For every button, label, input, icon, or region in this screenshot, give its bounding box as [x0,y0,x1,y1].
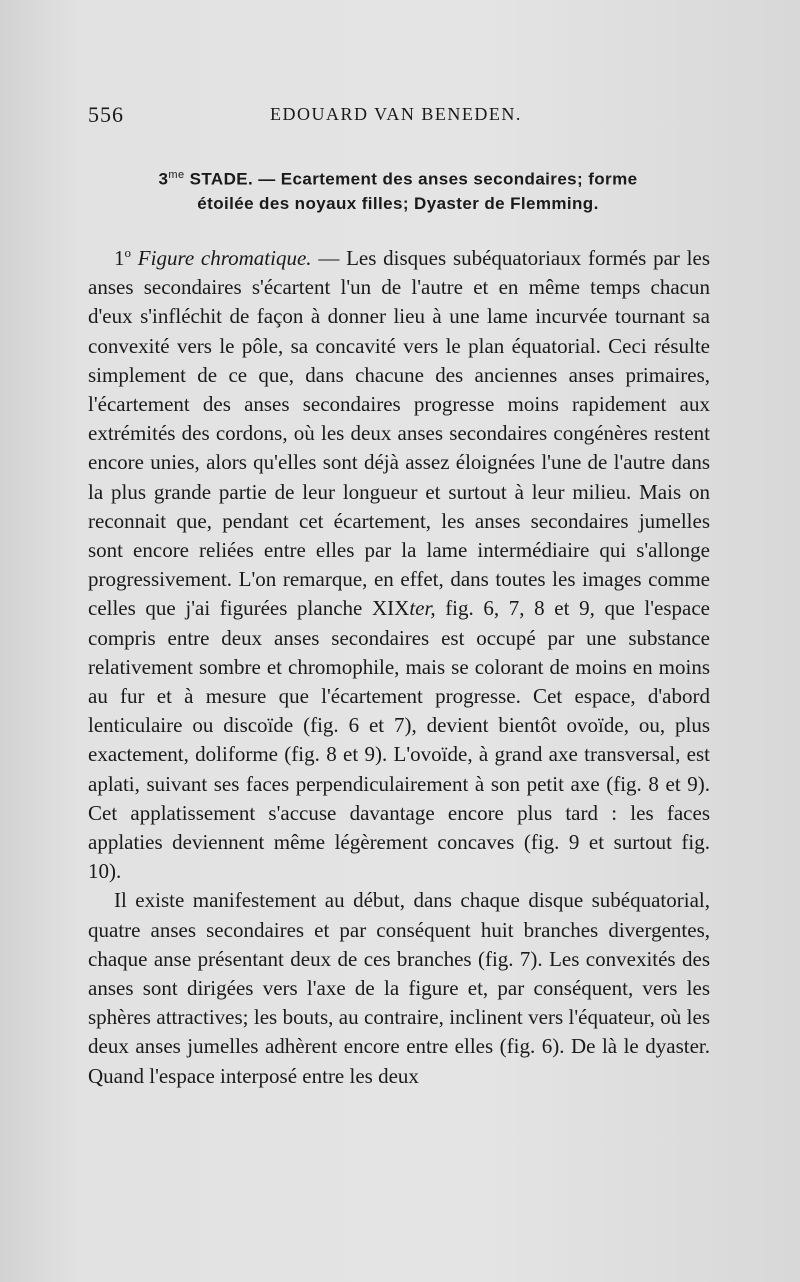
paragraph-1 [88,238,710,886]
plate-suffix: ter, [409,596,436,621]
section-ordinal-suffix: me [168,169,185,181]
running-head: EDOUARD VAN BENEDEN. [270,104,522,124]
paragraph-1-number-suffix: o [124,245,131,260]
section-ordinal: 3 [158,169,169,189]
paragraph-1-lead: Figure chromatique. [137,246,312,270]
paragraph-2: Il existe manifestement au début, dans chaque disque subéquatorial, quatre anses secondaires et par conséquent huit branches divergentes, chaque anse présentant deux de ces branches (fig. 7). Les convexités des anses sont dirigées vers l'axe de la figure et, par conséquent, vers les sphères attractives; les bouts, au contraire, inclinent vers l'équateur, où les deux anses jumelles adhèrent encore entre elles (fig. 6). De là le dyaster. Quand l'espace interposé entre les deux [88,888,710,1088]
body-text [88,238,710,1091]
paragraph-1-number: 1 [114,246,125,270]
page-header [88,102,710,134]
page-number: 556 [88,102,124,127]
section-title-line-1: STADE. — Ecartement des anses secondaires; forme [189,169,638,189]
paragraph-1-text-a: — Les disques subéquatoriaux formés par les anses secondaires s'écartent l'un de l'autre et en même temps chacun d'eux s'infléchit de façon à donner lieu à une lame incurvée tournant sa convexité vers le pôle, sa concavité vers le plan équatorial. Ceci résulte simplement de ce que, dans chacune des anciennes anses primaires, l'écartement des anses secondaires progresse moins rapidement aux extrémités des cordons, où les deux anses secondaires congénères restent encore unies, alors qu'elles sont déjà assez éloignées l'une de l'autre dans la plus grande partie de leur longueur et surtout à leur milieu. Mais on reconnait que, pendant cet écartement, les anses secondaires jumelles sont encore reliées entre elles par la lame intermédiaire qui s'allonge progressivement. L'on remarque, en effet, dans toutes les images comme celles que j'ai figurées planche XIX [88,246,711,621]
section-title-line-2: étoilée des noyaux filles; Dyaster de Flemming. [197,193,599,213]
paragraph-1-text-b: fig. 6, 7, 8 et 9, que l'espace compris entre deux anses secondaires est occupé par une substance relativement sombre et chromophile, mais se colorant de moins en moins au fur et à mesure que l'écartement progresse. Cet espace, d'abord lenticulaire ou discoïde (fig. 6 et 7), devient bientôt ovoïde, ou, plus exactement, doliforme (fig. 8 et 9). L'ovoïde, à grand axe transversal, est aplati, suivant ses faces perpendiculairement à son petit axe (fig. 8 et 9). Cet applatissement s'accuse davantage encore plus tard : les faces applaties deviennent même légèrement concaves (fig. 9 et surtout fig. 10). [88,596,710,884]
section-heading [108,163,688,216]
